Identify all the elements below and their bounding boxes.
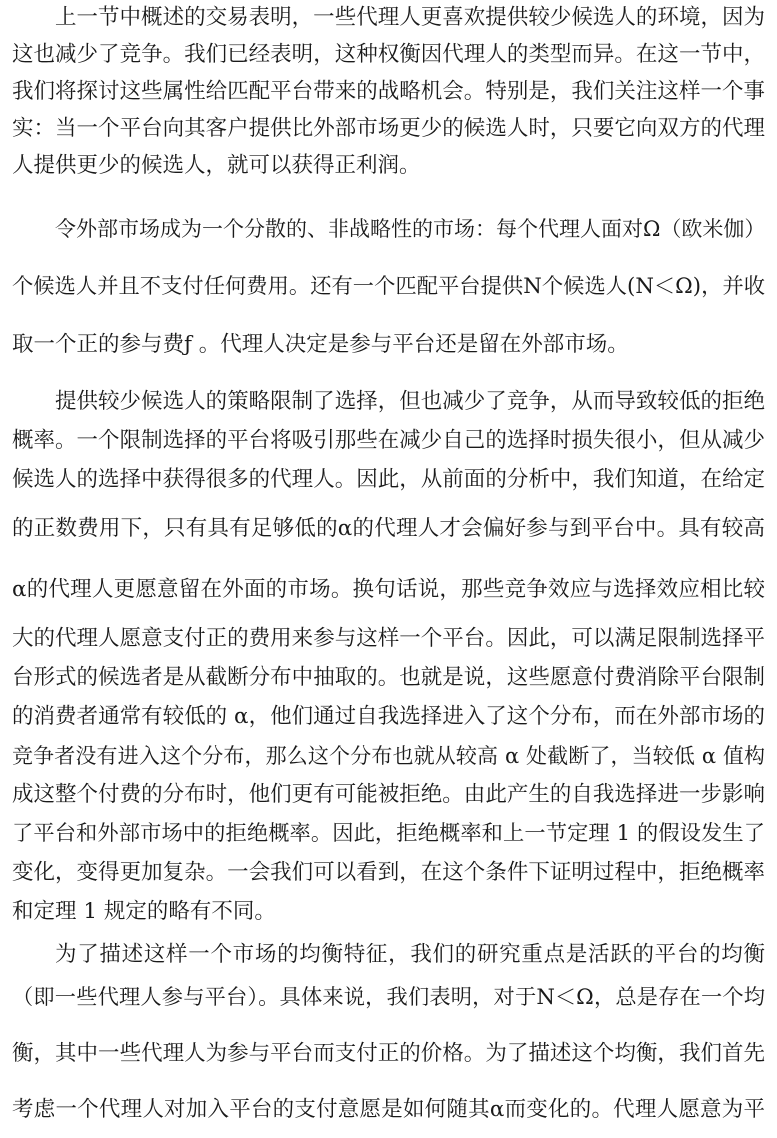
text-line: 衡，其中一些代理人为参与平台而支付正的价格。为了描述这个均衡，我们首先 xyxy=(12,1041,765,1066)
text-line: 取一个正的参与费ƒ 。代理人决定是参与平台还是留在外部市场。 xyxy=(12,332,629,357)
text-line: 概率。一个限制选择的平台将吸引那些在减少自己的选择时损失很小，但从减少 xyxy=(12,428,765,453)
text-line: 了平台和外部市场中的拒绝概率。因此，拒绝概率和上一节定理 1 的假设发生了 xyxy=(12,821,765,846)
text-line: 这也减少了竞争。我们已经表明，这种权衡因代理人的类型而异。在这一节中， xyxy=(12,42,765,67)
text-line: 和定理 1 规定的略有不同。 xyxy=(12,899,276,924)
text-line: 令外部市场成为一个分散的、非战略性的市场：每个代理人面对Ω（欧米伽） xyxy=(55,217,765,241)
text-line: 个候选人并且不支付任何费用。还有一个匹配平台提供N个候选人(N＜Ω)，并收 xyxy=(12,274,765,299)
text-line: 上一节中概述的交易表明，一些代理人更喜欢提供较少候选人的环境，因为 xyxy=(55,5,765,30)
text-line: 成这整个付费的分布时，他们更有可能被拒绝。由此产生的自我选择进一步影响 xyxy=(12,782,765,807)
text-line: 大的代理人愿意支付正的费用来参与这样一个平台。因此，可以满足限制选择平 xyxy=(12,626,765,651)
text-line: 实：当一个平台向其客户提供比外部市场更少的候选人时，只要它向双方的代理 xyxy=(12,116,765,141)
text-line: 台形式的候选者是从截断分布中抽取的。也就是说，这些愿意付费消除平台限制 xyxy=(12,665,765,690)
text-line: 提供较少候选人的策略限制了选择，但也减少了竞争，从而导致较低的拒绝 xyxy=(55,389,765,414)
text-line: 变化，变得更加复杂。一会我们可以看到，在这个条件下证明过程中，拒绝概率 xyxy=(12,860,765,885)
text-line: 为了描述这样一个市场的均衡特征，我们的研究重点是活跃的平台的均衡 xyxy=(55,942,765,967)
text-line: （即一些代理人参与平台）。具体来说，我们表明，对于N＜Ω，总是存在一个均 xyxy=(12,985,765,1010)
text-line: 我们将探讨这些属性给匹配平台带来的战略机会。特别是，我们关注这样一个事 xyxy=(12,79,765,104)
text-line: 考虑一个代理人对加入平台的支付意愿是如何随其α而变化的。代理人愿意为平 xyxy=(12,1097,765,1122)
text-line: 的正数费用下，只有具有足够低的α的代理人才会偏好参与到平台中。具有较高 xyxy=(12,516,765,541)
text-line: α的代理人更愿意留在外面的市场。换句话说，那些竞争效应与选择效应相比较 xyxy=(12,577,765,602)
text-line: 人提供更少的候选人，就可以获得正利润。 xyxy=(12,153,421,178)
text-line: 竞争者没有进入这个分布，那么这个分布也就从较高 α 处截断了，当较低 α 值构 xyxy=(12,744,765,768)
text-line: 候选人的选择中获得很多的代理人。因此，从前面的分析中，我们知道，在给定 xyxy=(12,467,765,492)
text-line: 的消费者通常有较低的 α，他们通过自我选择进入了这个分布，而在外部市场的 xyxy=(12,704,765,729)
